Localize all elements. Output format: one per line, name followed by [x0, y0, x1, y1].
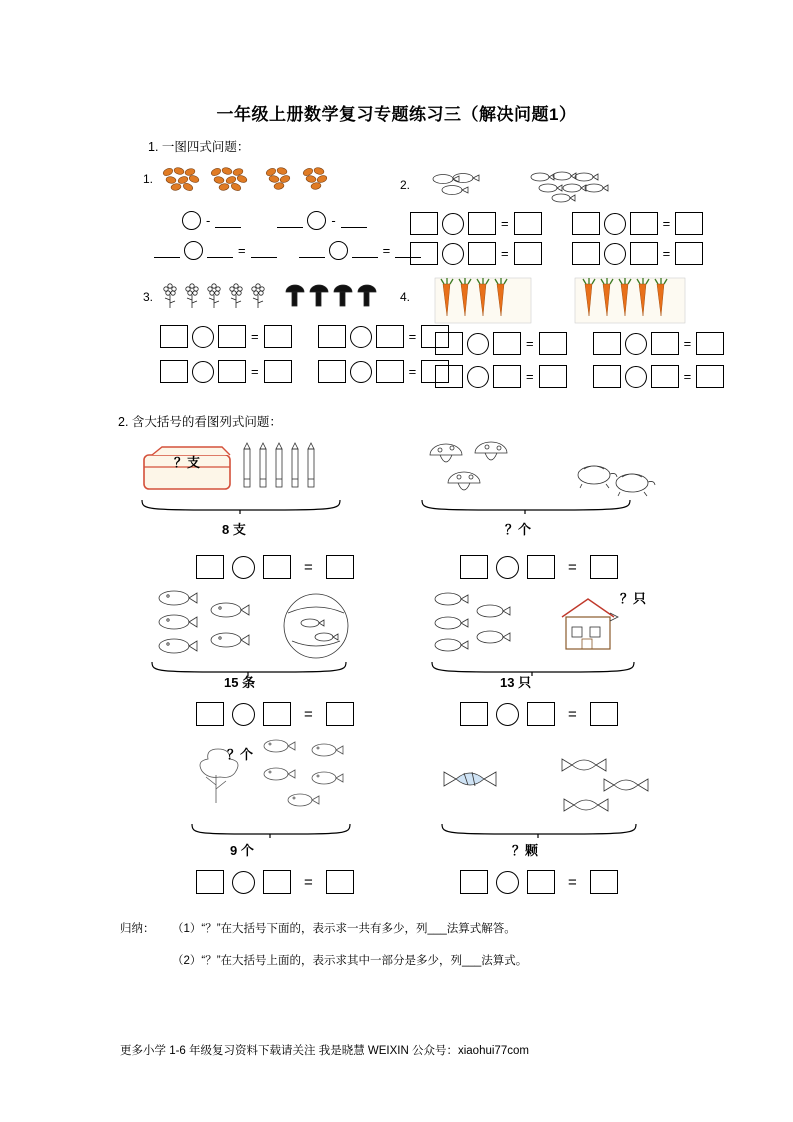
operator-equals: =	[251, 329, 259, 344]
answer-box[interactable]	[263, 702, 291, 726]
answer-box[interactable]	[651, 365, 679, 388]
answer-box[interactable]	[493, 365, 521, 388]
group-3-equation	[196, 702, 354, 726]
group-4-equation	[460, 702, 618, 726]
answer-circle[interactable]	[350, 326, 372, 348]
answer-circle[interactable]	[329, 241, 348, 260]
group-2-brace-label: ？个	[505, 522, 532, 537]
operator-equals: =	[251, 364, 259, 379]
operator-equals: =	[304, 705, 313, 723]
group-4-brace-label: 13 只	[500, 675, 532, 690]
item-2-number: 2.	[400, 178, 411, 192]
summary-label: 归纳：	[120, 923, 155, 935]
group-5-equation	[196, 870, 354, 894]
answer-box[interactable]	[218, 360, 246, 383]
answer-box[interactable]	[593, 332, 621, 355]
group-6-brace	[440, 822, 645, 840]
operator-equals: =	[304, 873, 313, 891]
answer-blank[interactable]	[352, 243, 378, 258]
answer-circle[interactable]	[467, 366, 489, 388]
answer-box[interactable]	[318, 325, 346, 348]
group-1-equation	[196, 555, 354, 579]
answer-circle[interactable]	[307, 211, 326, 230]
answer-box[interactable]	[435, 332, 463, 355]
answer-blank[interactable]	[299, 243, 325, 258]
operator-equals: =	[662, 216, 671, 231]
operator-equals: =	[662, 246, 671, 261]
answer-circle[interactable]	[496, 556, 519, 579]
answer-box[interactable]	[572, 212, 600, 235]
answer-blank[interactable]	[277, 213, 303, 228]
operator-equals: =	[501, 246, 509, 261]
answer-blank[interactable]	[251, 243, 277, 258]
answer-circle[interactable]	[604, 243, 626, 265]
operator-minus: -	[331, 212, 336, 228]
item-1-equation-row-2	[154, 240, 421, 260]
operator-minus: -	[206, 212, 211, 228]
answer-box[interactable]	[218, 325, 246, 348]
group-5-picture	[190, 735, 370, 815]
flowers-and-mushrooms-icon	[162, 280, 382, 310]
answer-blank[interactable]	[341, 213, 367, 228]
item-4-equation-row-2	[435, 365, 724, 388]
answer-box[interactable]	[590, 702, 618, 726]
group-2-equation	[460, 555, 618, 579]
group-4-question-mark: ？只	[620, 591, 647, 606]
answer-circle[interactable]	[442, 243, 464, 265]
group-3-brace-label: 15 条	[224, 675, 256, 690]
answer-box[interactable]	[376, 360, 404, 383]
answer-circle[interactable]	[184, 241, 203, 260]
group-2-brace	[420, 498, 640, 516]
group-5-brace	[190, 822, 360, 840]
item-1-number: 1.	[143, 172, 154, 186]
answer-box[interactable]	[318, 360, 346, 383]
group-3-picture	[150, 585, 370, 660]
answer-box[interactable]	[527, 555, 555, 579]
answer-box[interactable]	[514, 242, 542, 265]
operator-equals: =	[526, 336, 534, 351]
group-4-brace	[430, 660, 645, 678]
answer-circle[interactable]	[232, 871, 255, 894]
operator-equals: =	[304, 558, 313, 576]
summary-item-1: （1）“？”在大括号下面的，表示求一共有多少，列___法算式解答。	[172, 923, 516, 935]
operator-equals: =	[526, 369, 534, 384]
fish-groups-icon	[418, 170, 658, 202]
answer-circle[interactable]	[182, 211, 201, 230]
carrots-groups-icon	[435, 278, 685, 323]
answer-box[interactable]	[196, 870, 224, 894]
answer-circle[interactable]	[192, 361, 214, 383]
answer-box[interactable]	[539, 332, 567, 355]
operator-equals: =	[382, 242, 391, 258]
operator-equals: =	[501, 216, 509, 231]
answer-box[interactable]	[460, 702, 488, 726]
operator-equals: =	[408, 329, 417, 344]
answer-circle[interactable]	[442, 213, 464, 235]
answer-box[interactable]	[264, 360, 292, 383]
answer-box[interactable]	[410, 212, 438, 235]
answer-circle[interactable]	[192, 326, 214, 348]
item-3-equation-row-1	[160, 325, 449, 348]
group-1-picture	[140, 437, 360, 507]
answer-circle[interactable]	[625, 333, 647, 355]
item-1-equation-row-1	[182, 210, 367, 230]
group-2-picture	[420, 437, 670, 507]
group-5-question-mark: ？个	[227, 747, 254, 762]
answer-box[interactable]	[590, 555, 618, 579]
answer-blank[interactable]	[154, 243, 180, 258]
answer-box[interactable]	[196, 702, 224, 726]
answer-box[interactable]	[460, 870, 488, 894]
summary-item-2: （2）“？”在大括号上面的，表示求其中一部分是多少，列___法算式。	[172, 955, 528, 967]
item-2-equation-row-2	[410, 242, 703, 265]
answer-box[interactable]	[263, 870, 291, 894]
answer-box[interactable]	[675, 212, 703, 235]
answer-box[interactable]	[539, 365, 567, 388]
answer-box[interactable]	[460, 555, 488, 579]
answer-circle[interactable]	[496, 871, 519, 894]
answer-box[interactable]	[675, 242, 703, 265]
answer-circle[interactable]	[467, 333, 489, 355]
answer-box[interactable]	[326, 870, 354, 894]
page-title: 一年级上册数学复习专题练习三（解决问题1）	[216, 105, 577, 124]
answer-circle[interactable]	[625, 366, 647, 388]
answer-box[interactable]	[160, 325, 188, 348]
item-2-equation-row-1	[410, 212, 703, 235]
answer-box[interactable]	[263, 555, 291, 579]
peppers-groups-icon	[160, 162, 360, 190]
group-5-brace-label: 9 个	[230, 843, 254, 858]
group-6-equation	[460, 870, 618, 894]
answer-box[interactable]	[590, 870, 618, 894]
item-4-equation-row-1	[435, 332, 724, 355]
answer-box[interactable]	[468, 212, 496, 235]
answer-box[interactable]	[696, 332, 724, 355]
answer-box[interactable]	[468, 242, 496, 265]
answer-box[interactable]	[630, 212, 658, 235]
operator-equals: =	[568, 873, 577, 891]
answer-box[interactable]	[196, 555, 224, 579]
operator-equals: =	[568, 558, 577, 576]
answer-box[interactable]	[630, 242, 658, 265]
answer-box[interactable]	[264, 325, 292, 348]
answer-box[interactable]	[593, 365, 621, 388]
answer-circle[interactable]	[232, 703, 255, 726]
group-6-picture	[440, 755, 660, 825]
answer-box[interactable]	[160, 360, 188, 383]
answer-blank[interactable]	[215, 213, 241, 228]
svg-text:？支: ？支	[173, 455, 201, 470]
answer-circle[interactable]	[496, 703, 519, 726]
item-3-equation-row-2	[160, 360, 449, 383]
answer-circle[interactable]	[604, 213, 626, 235]
section-1-label: 1. 一图四式问题：	[148, 140, 250, 154]
operator-equals: =	[408, 364, 417, 379]
group-6-brace-label: ？颗	[512, 843, 539, 858]
operator-equals: =	[683, 336, 692, 351]
answer-box[interactable]	[410, 242, 438, 265]
answer-box[interactable]	[527, 702, 555, 726]
answer-box[interactable]	[527, 870, 555, 894]
answer-circle[interactable]	[232, 556, 255, 579]
answer-box[interactable]	[651, 332, 679, 355]
group-1-brace-label: 8 支	[222, 522, 246, 537]
section-2-label: 2. 含大括号的看图列式问题：	[118, 415, 282, 429]
answer-circle[interactable]	[350, 361, 372, 383]
item-4-number: 4.	[400, 290, 411, 304]
answer-box[interactable]	[572, 242, 600, 265]
answer-box[interactable]	[696, 365, 724, 388]
answer-box[interactable]	[376, 325, 404, 348]
answer-box[interactable]	[435, 365, 463, 388]
operator-equals: =	[683, 369, 692, 384]
answer-box[interactable]	[493, 332, 521, 355]
answer-box[interactable]	[326, 702, 354, 726]
answer-box[interactable]	[326, 555, 354, 579]
answer-box[interactable]	[514, 212, 542, 235]
answer-blank[interactable]	[207, 243, 233, 258]
operator-equals: =	[568, 705, 577, 723]
item-3-number: 3.	[143, 290, 154, 304]
footer-note: 更多小学 1-6 年级复习资料下载请关注 我是晓慧 WEIXIN 公众号：xiaohui77com	[120, 1045, 529, 1057]
operator-equals: =	[238, 242, 246, 258]
group-1-brace	[140, 498, 350, 516]
